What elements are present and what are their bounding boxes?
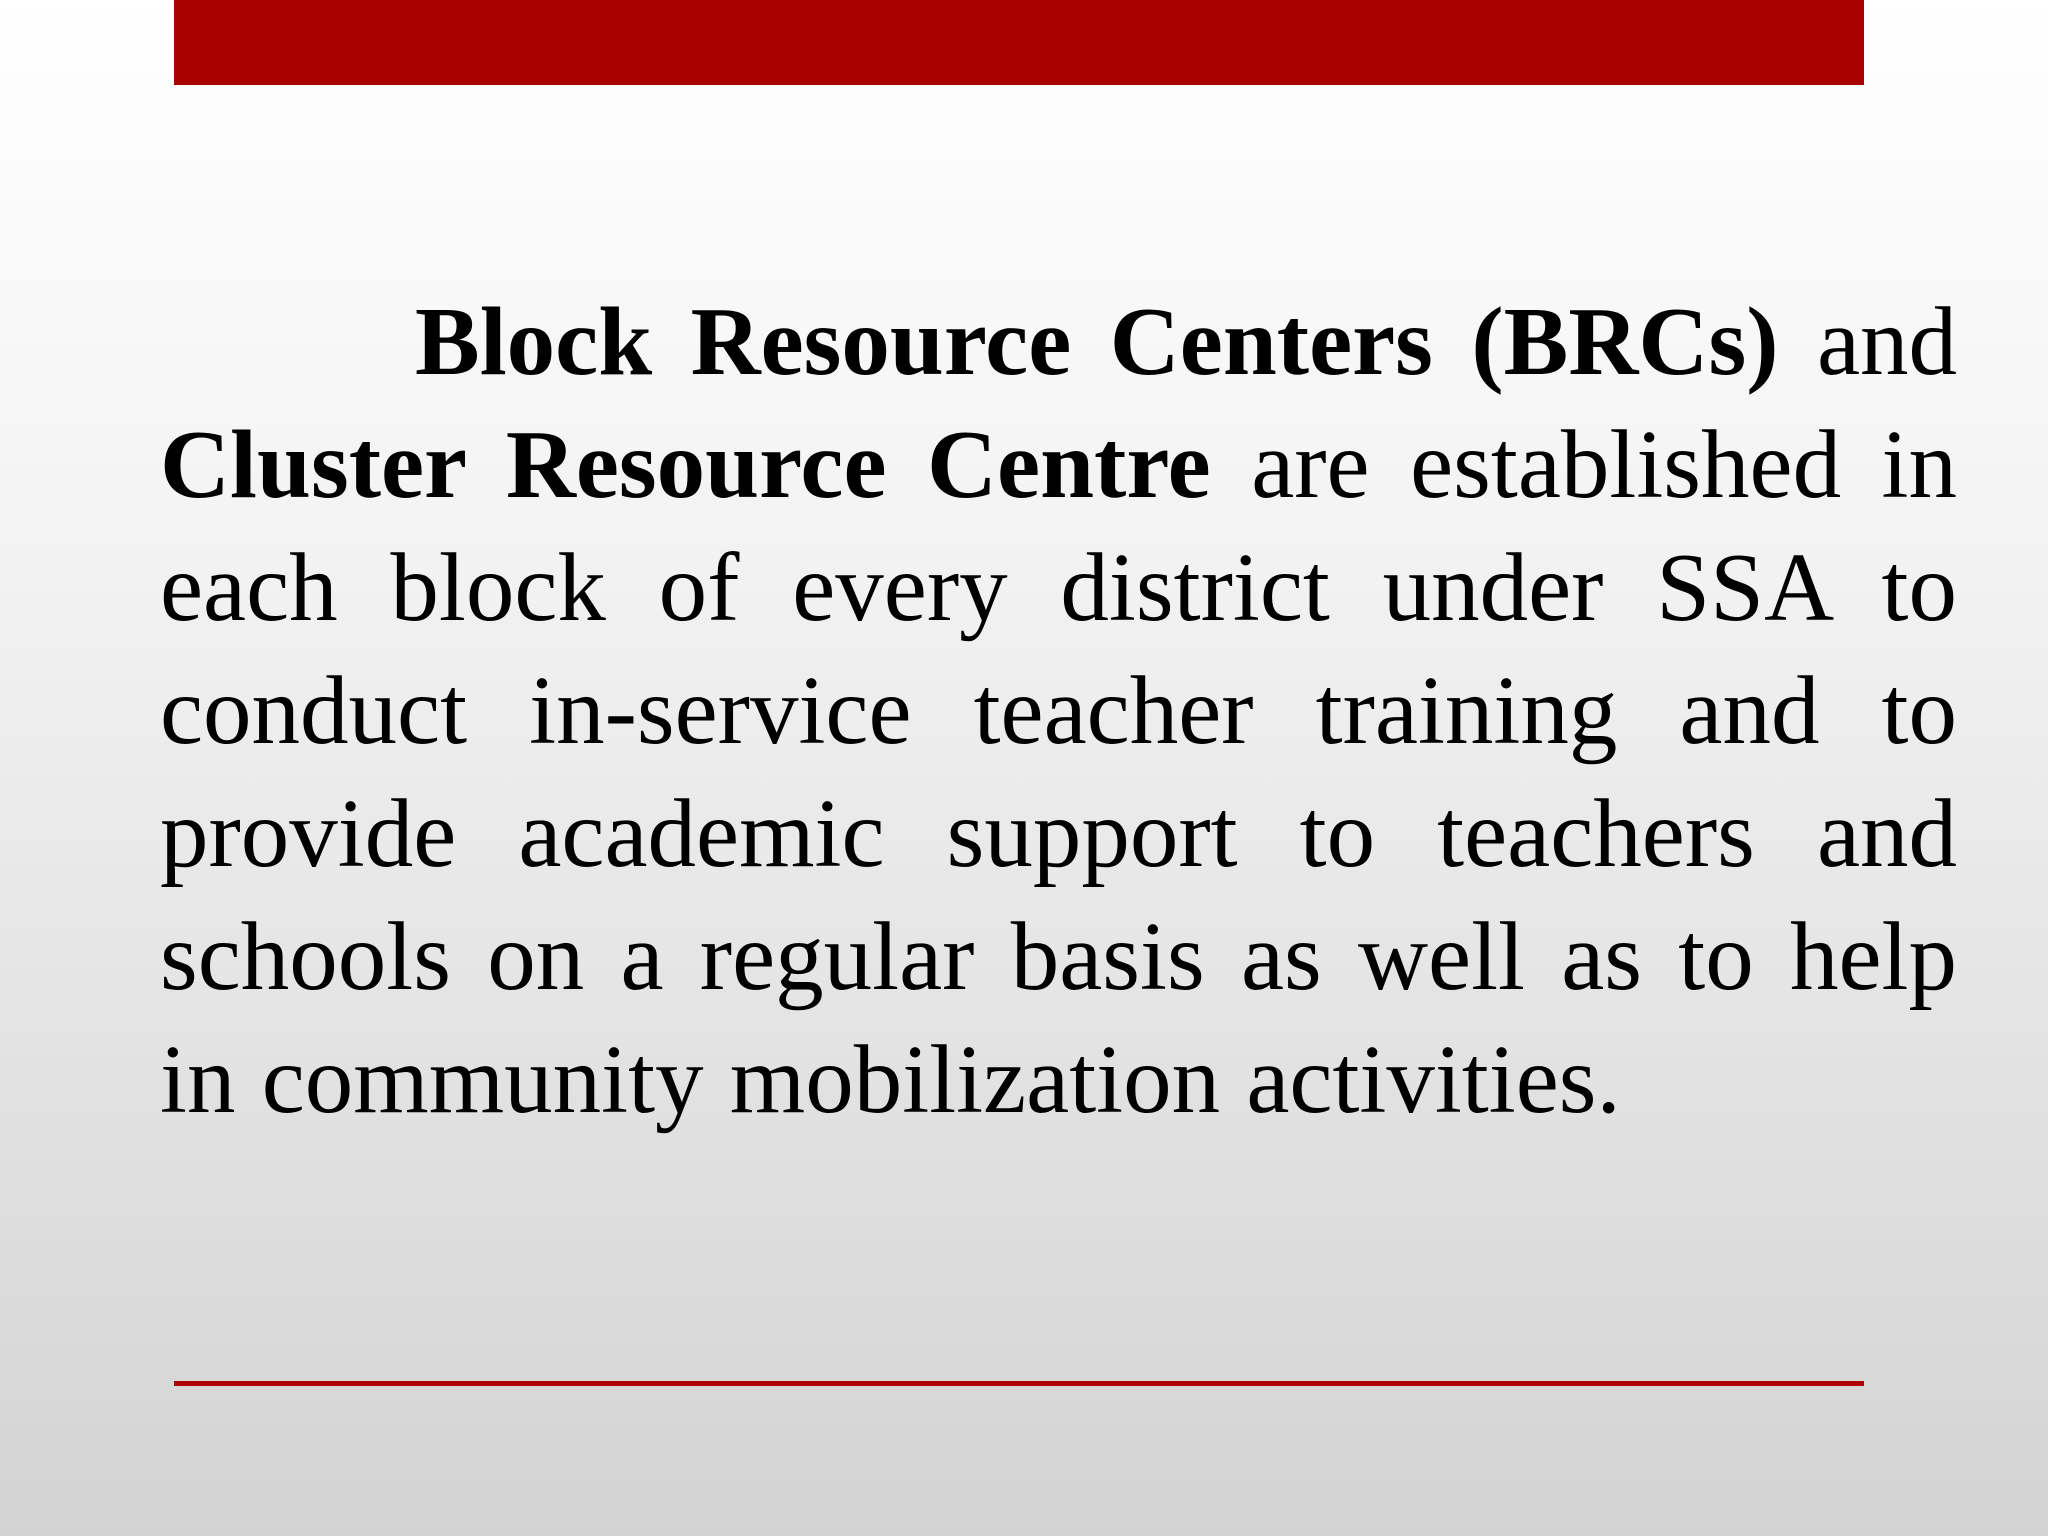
- paragraph-rest: are established in each block of every district under SSA to conduct in-service teacher training and to provide academic support to teachers and schools on a regular basis as well as to help in community mobilization activities.: [160, 411, 1957, 1133]
- top-accent-bar: [174, 0, 1864, 85]
- term-crc: Cluster Resource Centre: [160, 411, 1211, 518]
- term-brc: Block Resource Centers (BRCs): [415, 288, 1779, 395]
- connector-and: and: [1778, 288, 1957, 395]
- slide-body-paragraph: [160, 280, 1957, 1141]
- bottom-divider-line: [174, 1381, 1864, 1386]
